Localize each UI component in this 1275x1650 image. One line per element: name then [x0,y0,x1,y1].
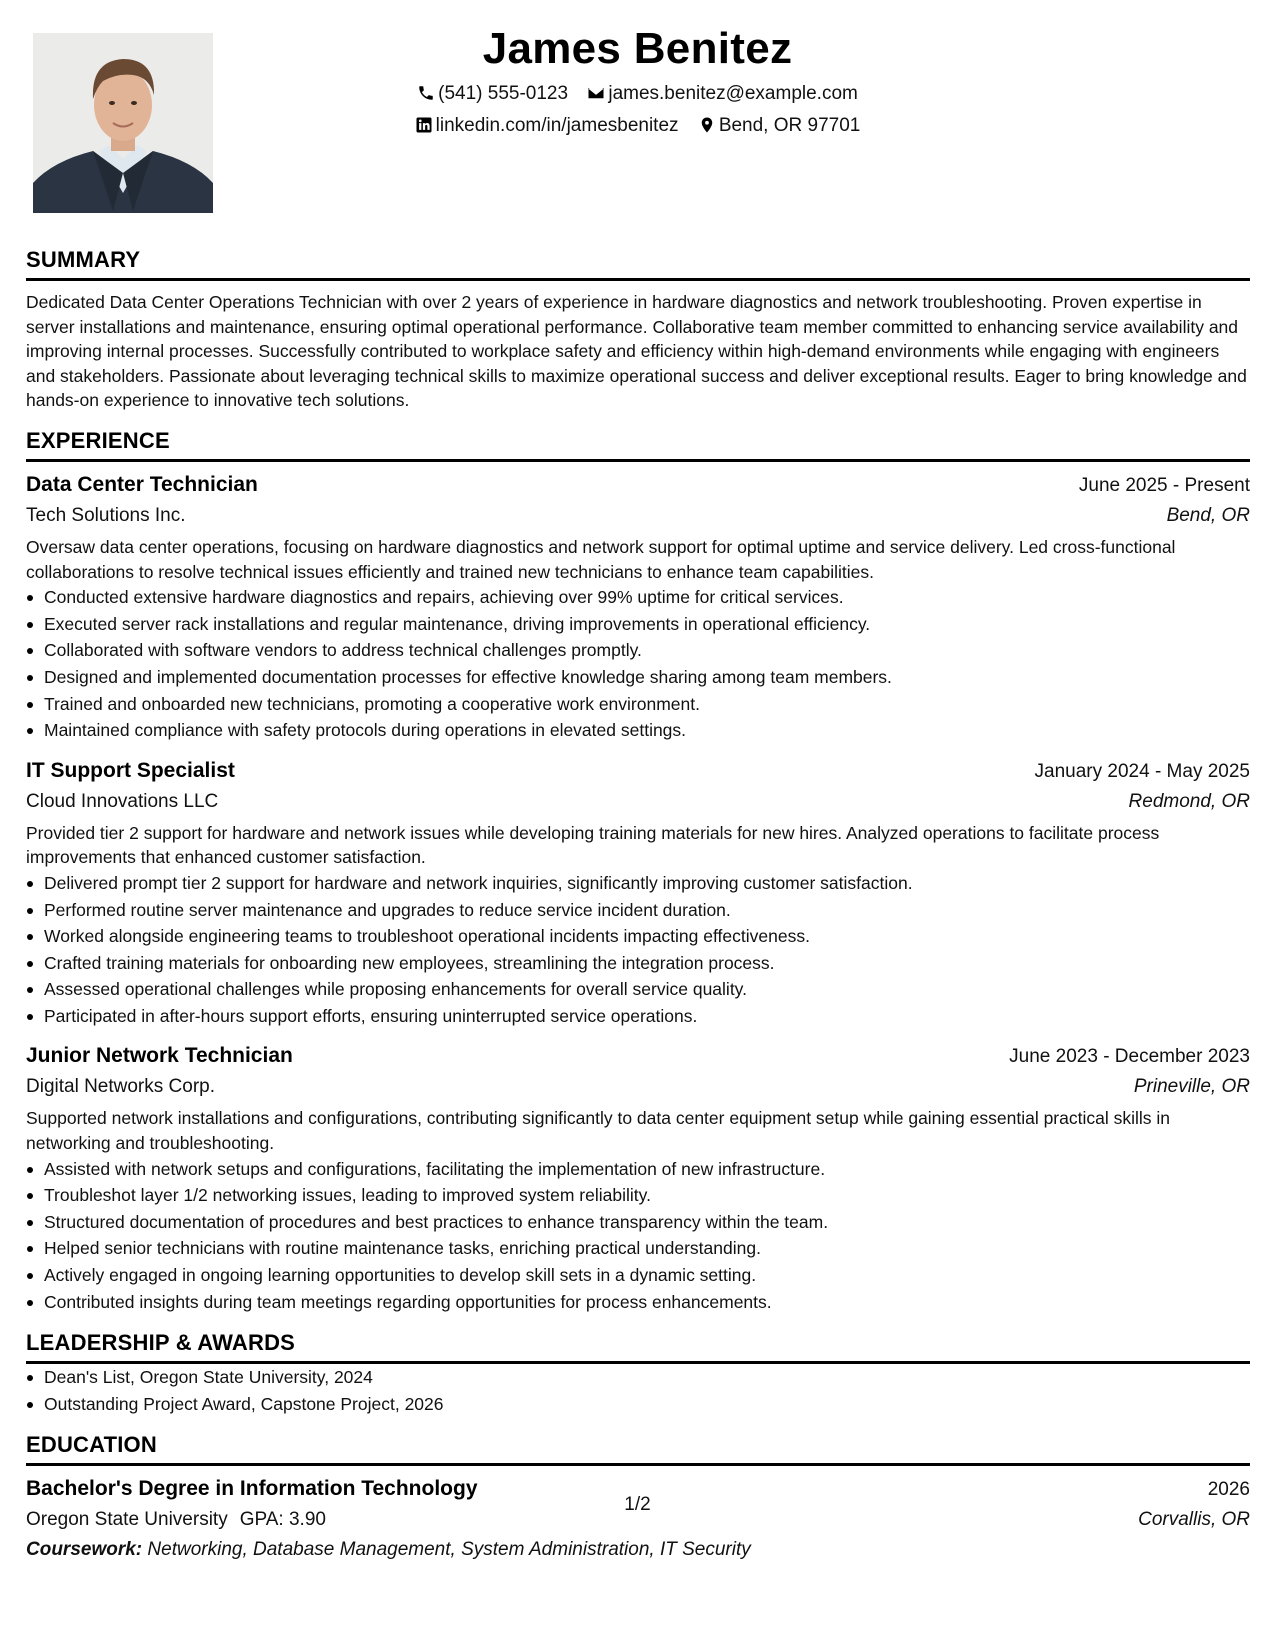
linkedin-text: linkedin.com/in/jamesbenitez [435,115,679,136]
resume-body [26,246,1250,1565]
contact-row-primary [0,82,1275,106]
award-item: Dean's List, Oregon State University, 2024 [26,1364,1250,1391]
graduation-year: 2026 [1207,1479,1250,1501]
section-title: LEADERSHIP & AWARDS [26,1329,1250,1364]
bullet-item: Assessed operational challenges while proposing enhancements for overall service quality. [26,976,1250,1003]
bullet-item: Worked alongside engineering teams to troubleshoot operational incidents impacting effectiveness. [26,923,1250,950]
award-item: Outstanding Project Award, Capstone Project, 2026 [26,1391,1250,1418]
company-name: Digital Networks Corp. [26,1076,215,1098]
phone-icon [417,84,435,102]
bullet-item: Actively engaged in ongoing learning opportunities to develop skill sets in a dynamic setting. [26,1262,1250,1289]
job-location: Redmond, OR [1128,790,1250,812]
bullet-item: Collaborated with software vendors to address technical challenges promptly. [26,637,1250,664]
map-pin-icon [698,116,716,134]
coursework-line [26,1535,1250,1565]
job-description: Provided tier 2 support for hardware and network issues while developing training materials for new hires. Analyzed operations to facilitate process improvements that enhanced customer satisfaction. [26,822,1160,868]
job-dates: June 2025 - Present [1078,474,1250,496]
company-name: Cloud Innovations LLC [26,790,219,812]
location-text: Bend, OR 97701 [718,115,861,136]
job-description: Oversaw data center operations, focusing on hardware diagnostics and network support for optimal uptime and service delivery. Led cross-functional collaborations to resolve technical issues efficiently and trained new technicians to enhance team capabilities. [26,536,1176,582]
coursework-text: Networking, Database Management, System Administration, IT Security [147,1539,751,1561]
job-location: Bend, OR [1166,504,1250,526]
job-entry [26,470,1250,744]
summary-section [26,246,1250,413]
degree-title: Bachelor's Degree in Information Technology [26,1477,478,1501]
bullet-item: Helped senior technicians with routine maintenance tasks, enriching practical understanding. [26,1235,1250,1262]
awards-list [26,1364,1250,1417]
envelope-icon [587,84,605,102]
page-number: 1/2 [624,1494,651,1515]
bullet-item: Delivered prompt tier 2 support for hardware and network inquiries, significantly improving customer satisfaction. [26,870,1250,897]
job-title: Junior Network Technician [26,1044,293,1068]
school-location: Corvallis, OR [1138,1509,1250,1531]
job-bullets [26,584,1250,744]
bullet-item: Crafted training materials for onboarding new employees, streamlining the integration process. [26,950,1250,977]
education-entry [26,1474,1250,1565]
email-contact[interactable] [587,82,858,106]
coursework-label: Coursework: [26,1539,143,1561]
bullet-item: Assisted with network setups and configurations, facilitating the implementation of new infrastructure. [26,1156,1250,1183]
summary-text: Dedicated Data Center Operations Technician with over 2 years of experience in hardware diagnostics and network troubleshooting. Proven expertise in server installations and maintenance, ensuring optimal operational performance. Collaborative team member committed to enhancing service availability and improving internal processes. Successfully contributed to workplace safety and efficiency within high-demand environments while engaging with engineers and stakeholders. Passionate about leveraging technical skills to maximize operational success and deliver exceptional results. Eager to bring knowledge and hands-on experience to innovative tech solutions. [26,292,1247,411]
job-bullets [26,1156,1250,1316]
job-description: Supported network installations and configurations, contributing significantly to data center equipment setup while gaining essential practical skills in networking and troubleshooting. [26,1108,1170,1154]
candidate-name: James Benitez [482,24,793,73]
bullet-item: Contributed insights during team meetings regarding opportunities for process enhancements. [26,1289,1250,1316]
bullet-item: Troubleshot layer 1/2 networking issues, leading to improved system reliability. [26,1182,1250,1209]
awards-section [26,1329,1250,1417]
job-dates: January 2024 - May 2025 [1034,760,1250,782]
email-text: james.benitez@example.com [608,83,858,104]
section-title: SUMMARY [26,246,1250,281]
bullet-item: Designed and implemented documentation processes for effective knowledge sharing among team members. [26,664,1250,691]
bullet-item: Conducted extensive hardware diagnostics and repairs, achieving over 99% uptime for critical services. [26,584,1250,611]
job-bullets [26,870,1250,1030]
school-name: Oregon State University [26,1509,228,1531]
bullet-item: Structured documentation of procedures and best practices to enhance transparency within the team. [26,1209,1250,1236]
bullet-item: Participated in after-hours support efforts, ensuring uninterrupted service operations. [26,1003,1250,1030]
phone-contact[interactable] [417,82,568,106]
resume-header [0,22,1275,138]
bullet-item: Trained and onboarded new technicians, promoting a cooperative work environment. [26,691,1250,718]
bullet-item: Performed routine server maintenance and upgrades to reduce service incident duration. [26,897,1250,924]
bullet-item: Maintained compliance with safety protocols during operations in elevated settings. [26,717,1250,744]
job-location: Prineville, OR [1133,1076,1250,1098]
job-title: IT Support Specialist [26,758,235,782]
location-contact [698,114,861,138]
section-title: EXPERIENCE [26,427,1250,462]
job-entry [26,756,1250,1030]
linkedin-contact[interactable] [415,114,679,138]
job-dates: June 2023 - December 2023 [1009,1046,1250,1068]
company-name: Tech Solutions Inc. [26,504,186,526]
job-title: Data Center Technician [26,472,258,496]
bullet-item: Executed server rack installations and regular maintenance, driving improvements in operational efficiency. [26,611,1250,638]
contact-row-secondary [0,114,1275,138]
linkedin-icon [415,116,433,134]
job-entry [26,1041,1250,1315]
experience-section [26,427,1250,1315]
gpa: GPA: 3.90 [239,1509,326,1531]
phone-text: (541) 555-0123 [438,83,569,104]
section-title: EDUCATION [26,1431,1250,1466]
